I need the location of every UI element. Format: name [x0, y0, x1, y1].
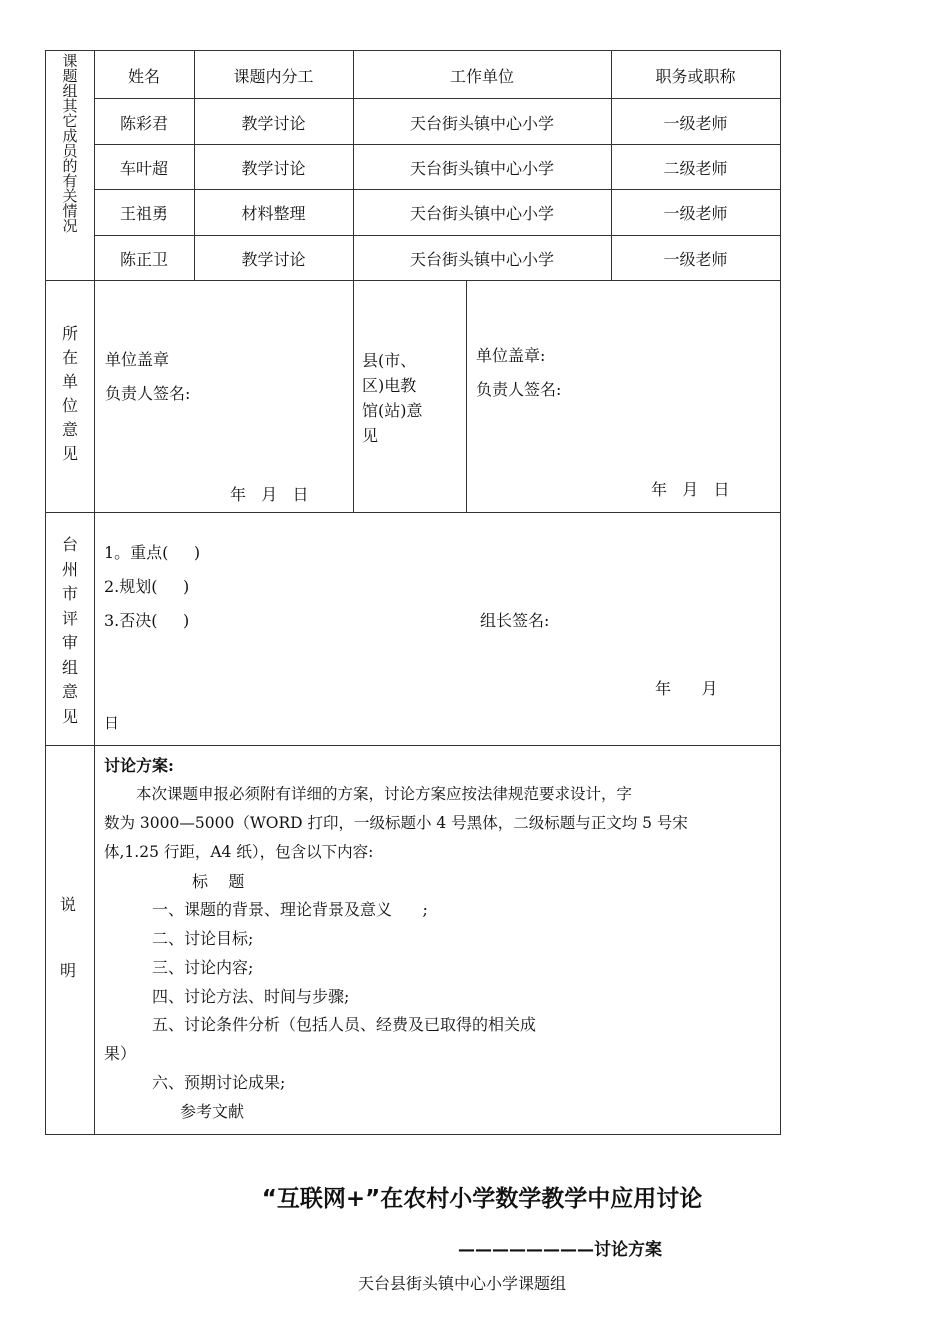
review-side-label: [52, 533, 88, 729]
document-title: “互联网+”在农村小学数学教学中应用讨论: [261, 1186, 703, 1212]
label-char: 见: [61, 706, 78, 726]
table-cell: 天台街头镇中心小学: [409, 114, 554, 133]
unit-opinion-side-label: [52, 322, 88, 466]
row-divider: [94, 235, 781, 236]
header-division: 课题内分工: [233, 67, 314, 86]
county-date: 年 月 日: [651, 480, 730, 499]
notes-heading: 讨论方案:: [104, 756, 174, 775]
notes-item: 五、讨论条件分析（包括人员、经费及已取得的相关成: [152, 1015, 537, 1034]
label-char: 台: [61, 535, 78, 554]
label-char: 关: [62, 187, 78, 205]
header-title: 职务或职称: [655, 67, 736, 86]
label-char: 其: [62, 97, 78, 115]
section-divider: [45, 280, 781, 281]
leader-sign-label: 组长签名:: [480, 611, 550, 630]
label-char: 在: [61, 348, 78, 367]
table-cell: 教学讨论: [241, 250, 306, 269]
county-seal-label: 单位盖章:: [476, 346, 546, 365]
table-cell: 陈正卫: [119, 250, 168, 269]
notes-paragraph-line: 本次课题申报必须附有详细的方案，讨论方案应按法律规范要求设计，字: [136, 785, 633, 803]
document-subtitle: ————————讨论方案: [458, 1240, 662, 1260]
section-divider: [45, 745, 781, 746]
notes-side-label-1: 说: [60, 895, 77, 914]
label-line: 县(市、: [362, 351, 417, 370]
label-char: 有: [62, 172, 78, 190]
option-key: 1。重点( ): [104, 543, 201, 562]
label-char: 意: [61, 420, 78, 439]
table-border-top: [45, 50, 781, 51]
section-divider: [45, 512, 781, 513]
notes-item: 四、讨论方法、时间与步骤;: [152, 987, 350, 1006]
option-reject: 3.否决( ): [104, 611, 190, 630]
notes-item: 三、讨论内容;: [152, 958, 254, 977]
label-char: 它: [62, 112, 78, 130]
table-cell: 天台街头镇中心小学: [409, 159, 554, 178]
table-cell: 二级老师: [663, 159, 728, 178]
notes-paragraph-line: 数为 3000—5000（WORD 打印，一级标题小 4 号黑体，二级标题与正文均 5 号宋: [104, 814, 688, 832]
column-divider: [353, 280, 354, 512]
notes-side-label-2: 明: [60, 961, 77, 980]
table-cell: 车叶超: [119, 159, 168, 178]
label-char: 单: [61, 372, 78, 391]
label-char: 位: [61, 396, 78, 415]
table-cell: 天台街头镇中心小学: [409, 204, 554, 223]
label-char: 市: [61, 584, 78, 603]
label-char: 成: [62, 127, 78, 145]
label-char: 员: [62, 142, 78, 160]
option-plan: 2.规划( ): [104, 577, 190, 596]
header-workplace: 工作单位: [449, 67, 514, 86]
label-char: 见: [61, 444, 78, 463]
table-cell: 王祖勇: [119, 204, 168, 223]
header-name: 姓名: [127, 67, 160, 86]
table-cell: 天台街头镇中心小学: [409, 250, 554, 269]
county-opinion-label: [362, 348, 423, 448]
notes-item-continuation: 果）: [104, 1044, 137, 1063]
members-side-label: [52, 54, 88, 234]
unit-signer-label: 负责人签名:: [105, 384, 191, 403]
table-border-left: [45, 50, 46, 1135]
row-divider: [94, 98, 781, 99]
notes-item: 一、课题的背景、理论背景及意义 ;: [152, 900, 428, 919]
label-char: 州: [61, 559, 78, 579]
row-divider: [94, 189, 781, 190]
row-divider: [94, 144, 781, 145]
label-char: 所: [61, 324, 78, 343]
review-date-day: 日: [104, 714, 120, 732]
table-border-right: [780, 50, 781, 1135]
unit-seal-label: 单位盖章: [105, 350, 170, 369]
label-char: 情: [62, 202, 78, 220]
document-author: 天台县街头镇中心小学课题组: [358, 1274, 567, 1293]
table-cell: 一级老师: [663, 114, 728, 133]
label-line: 区)电教: [362, 376, 417, 395]
label-char: 审: [61, 633, 78, 652]
county-signer-label: 负责人签名:: [476, 380, 562, 399]
label-char: 评: [61, 608, 78, 628]
table-cell: 一级老师: [663, 250, 728, 269]
table-cell: 陈彩君: [119, 114, 168, 133]
table-cell: 一级老师: [663, 204, 728, 223]
notes-item: 二、讨论目标;: [152, 929, 254, 948]
label-char: 况: [62, 217, 78, 235]
label-char: 的: [62, 157, 78, 175]
notes-item: 参考文献: [180, 1102, 245, 1121]
table-cell: 教学讨论: [241, 114, 306, 133]
label-char: 意: [61, 682, 78, 701]
notes-item: 六、预期讨论成果;: [152, 1073, 286, 1092]
notes-paragraph-line: 体,1.25 行距，A4 纸），包含以下内容:: [104, 843, 374, 861]
label-line: 见: [362, 426, 379, 445]
unit-date: 年 月 日: [230, 485, 309, 504]
notes-item-title: 标 题: [192, 872, 245, 891]
review-date-year-month: 年 月: [655, 679, 718, 698]
table-cell: 材料整理: [241, 204, 306, 223]
label-char: 课: [62, 52, 78, 70]
label-char: 组: [61, 657, 78, 677]
label-char: 题: [62, 67, 78, 85]
table-border-bottom: [45, 1134, 781, 1135]
column-divider: [466, 280, 467, 512]
label-char: 组: [62, 82, 78, 100]
label-line: 馆(站)意: [362, 401, 423, 420]
table-cell: 教学讨论: [241, 159, 306, 178]
